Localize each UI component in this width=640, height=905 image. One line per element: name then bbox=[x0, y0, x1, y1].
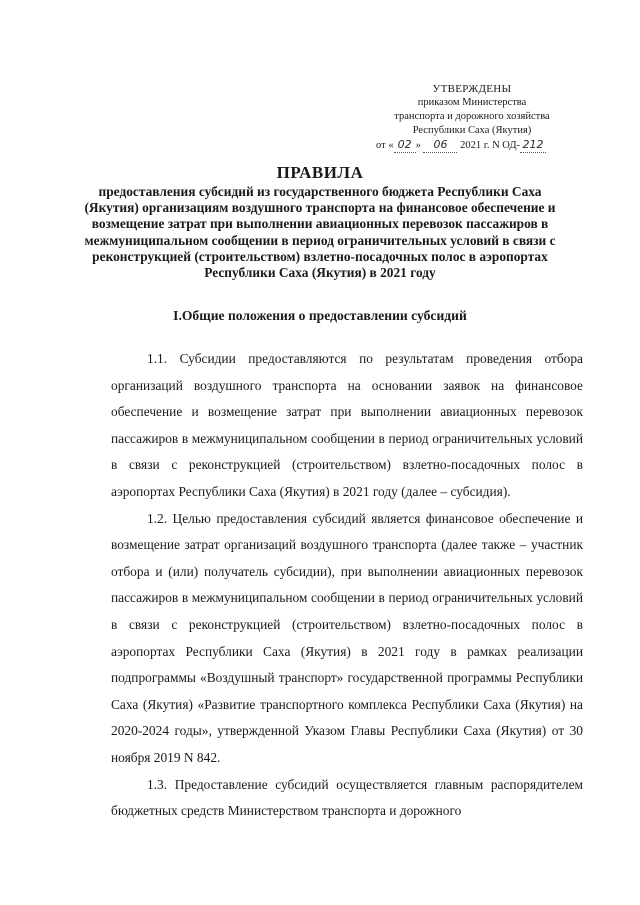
handwritten-order-number: 212 bbox=[520, 138, 546, 153]
document-title: ПРАВИЛА bbox=[276, 163, 364, 182]
section-heading: I.Общие положения о предоставлении субсидий bbox=[173, 308, 467, 323]
date-mid: » bbox=[415, 140, 421, 151]
date-year: 2021 г. N ОД- bbox=[460, 140, 521, 151]
paragraph-1-1: 1.1. Субсидии предоставляются по результатам проведения отбора организаций воздушного транспорта на основании заявок на финансовое обеспечение и возмещение затрат при выполнении авиационных перевозок пассажиров в межмуниципальном сообщении в период ограничительных условий в связи с реконструкцией (строительством) взлетно-посадочных полос в аэропортах Республики Саха (Якутия) в 2021 году (далее – субсидия). bbox=[111, 351, 583, 499]
paragraph-1-2: 1.2. Целью предоставления субсидий является финансовое обеспечение и возмещение затрат организаций воздушного транспорта (далее также – участник отбора и (или) получатель субсидии), при выполнении авиационных перевозок пассажиров в межмуниципальном сообщении в период ограничительных условий в связи с реконструкцией (строительством) взлетно-посадочных полос в аэропортах Республики Саха (Якутия) в 2021 году в рамках реализации подпрограммы «Воздушный транспорт» государственной программы Республики Саха (Якутия) «Развитие транспортного комплекса Республики Саха (Якутия) на 2020-2024 годы», утвержденной Указом Главы Республики Саха (Якутия) от 30 ноября 2019 N 842. bbox=[111, 510, 583, 765]
approval-line-1: приказом Министерства bbox=[417, 97, 527, 108]
document-subtitle: предоставления субсидий из государственного бюджета Республики Саха (Якутия) организациям воздушного транспорта на финансовое обеспечение и возмещение затрат при выполнении авиационных перевозок пассажиров в межмуниципальном сообщении в период ограничительных условий в связи с реконструкцией (строительством) взлетно-посадочных полос в аэропортах Республики Саха (Якутия) в 2021 году bbox=[84, 184, 556, 281]
handwritten-month: 06 bbox=[423, 138, 457, 153]
handwritten-day: 02 bbox=[394, 138, 416, 153]
paragraph-1-3: 1.3. Предоставление субсидий осуществляется главным распорядителем бюджетных средств Министерством транспорта и дорожного bbox=[111, 776, 583, 819]
date-prefix: от « bbox=[376, 140, 394, 151]
approval-stamp bbox=[372, 82, 572, 153]
approval-line-2: транспорта и дорожного хозяйства bbox=[394, 111, 550, 122]
approval-date-line bbox=[376, 138, 572, 153]
approval-line-3: Республики Саха (Якутия) bbox=[412, 125, 532, 136]
approval-heading: УТВЕРЖДЕНЫ bbox=[432, 83, 512, 95]
document-body bbox=[111, 346, 583, 825]
